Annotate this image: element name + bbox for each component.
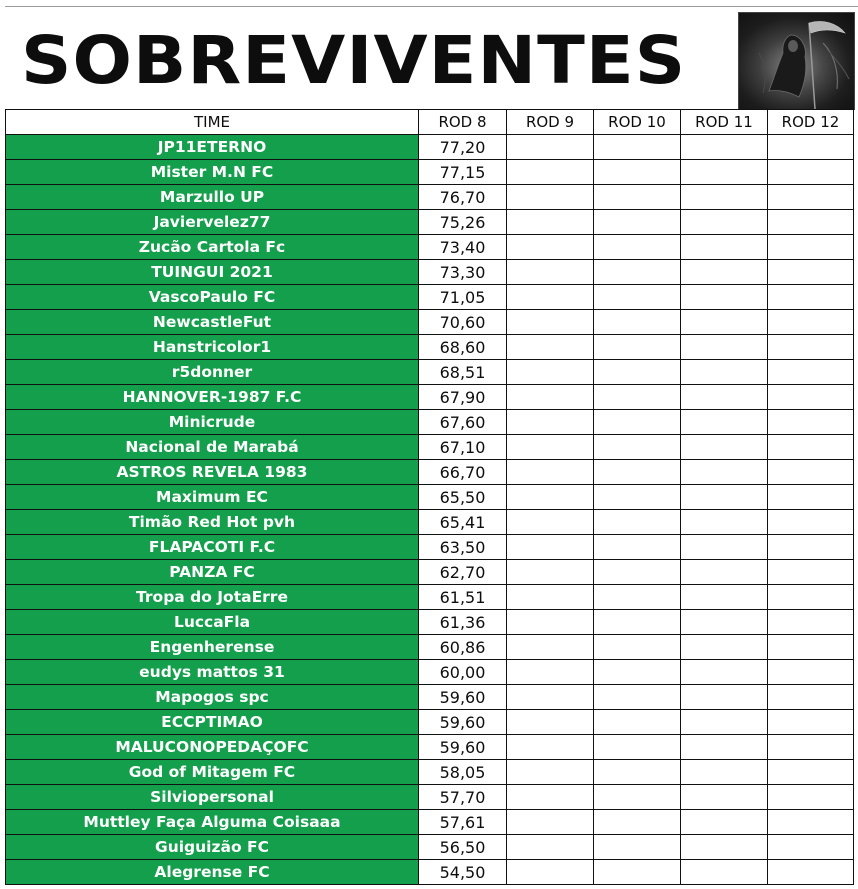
score-cell-rod-8[interactable]: 67,10 — [419, 435, 507, 460]
score-cell-rod-12[interactable] — [768, 335, 854, 360]
score-cell-rod-12[interactable] — [768, 835, 854, 860]
score-cell-rod-11[interactable] — [681, 310, 768, 335]
score-cell-rod-11[interactable] — [681, 860, 768, 885]
score-cell-rod-11[interactable] — [681, 460, 768, 485]
score-cell-rod-9[interactable] — [507, 710, 594, 735]
grim-reaper-icon — [739, 13, 855, 110]
score-cell-rod-12[interactable] — [768, 560, 854, 585]
score-cell-rod-10[interactable] — [594, 635, 681, 660]
score-cell-rod-10[interactable] — [594, 185, 681, 210]
score-cell-rod-8[interactable]: 63,50 — [419, 535, 507, 560]
score-cell-rod-11[interactable] — [681, 360, 768, 385]
score-cell-rod-11[interactable] — [681, 510, 768, 535]
score-cell-rod-10[interactable] — [594, 135, 681, 160]
table-row — [6, 660, 854, 685]
score-cell-rod-12[interactable] — [768, 435, 854, 460]
table-row — [6, 310, 854, 335]
team-name-cell[interactable]: PANZA FC — [6, 560, 419, 585]
score-cell-rod-8[interactable]: 65,50 — [419, 485, 507, 510]
score-cell-rod-10[interactable] — [594, 610, 681, 635]
table-row — [6, 735, 854, 760]
score-cell-rod-10[interactable] — [594, 560, 681, 585]
score-cell-rod-8[interactable]: 71,05 — [419, 285, 507, 310]
score-cell-rod-10[interactable] — [594, 210, 681, 235]
score-cell-rod-9[interactable] — [507, 635, 594, 660]
score-cell-rod-11[interactable] — [681, 785, 768, 810]
table-row — [6, 760, 854, 785]
score-cell-rod-9[interactable] — [507, 310, 594, 335]
score-cell-rod-12[interactable] — [768, 460, 854, 485]
score-cell-rod-11[interactable] — [681, 810, 768, 835]
score-cell-rod-8[interactable]: 59,60 — [419, 735, 507, 760]
score-cell-rod-8[interactable]: 73,30 — [419, 260, 507, 285]
score-cell-rod-11[interactable] — [681, 610, 768, 635]
score-cell-rod-12[interactable] — [768, 260, 854, 285]
score-cell-rod-11[interactable] — [681, 260, 768, 285]
score-cell-rod-11[interactable] — [681, 735, 768, 760]
score-cell-rod-12[interactable] — [768, 385, 854, 410]
team-name-cell[interactable]: Minicrude — [6, 410, 419, 435]
score-cell-rod-12[interactable] — [768, 160, 854, 185]
team-name-cell[interactable]: Hanstricolor1 — [6, 335, 419, 360]
score-cell-rod-11[interactable] — [681, 760, 768, 785]
column-header-rod-9[interactable]: ROD 9 — [507, 110, 594, 135]
score-cell-rod-11[interactable] — [681, 335, 768, 360]
table-row — [6, 685, 854, 710]
score-cell-rod-9[interactable] — [507, 560, 594, 585]
score-cell-rod-10[interactable] — [594, 410, 681, 435]
team-name-cell[interactable]: Nacional de Marabá — [6, 435, 419, 460]
score-cell-rod-11[interactable] — [681, 535, 768, 560]
team-name-cell[interactable]: VascoPaulo FC — [6, 285, 419, 310]
team-name-cell[interactable]: Marzullo UP — [6, 185, 419, 210]
score-cell-rod-12[interactable] — [768, 510, 854, 535]
score-cell-rod-9[interactable] — [507, 685, 594, 710]
score-cell-rod-10[interactable] — [594, 285, 681, 310]
score-cell-rod-8[interactable]: 70,60 — [419, 310, 507, 335]
score-cell-rod-8[interactable]: 65,41 — [419, 510, 507, 535]
score-cell-rod-11[interactable] — [681, 160, 768, 185]
table-row — [6, 510, 854, 535]
column-header-rod-10[interactable]: ROD 10 — [594, 110, 681, 135]
table-row — [6, 210, 854, 235]
team-name-cell[interactable]: Zucão Cartola Fc — [6, 235, 419, 260]
page-title: SOBREVIVENTES — [21, 22, 687, 99]
score-cell-rod-12[interactable] — [768, 735, 854, 760]
score-cell-rod-9[interactable] — [507, 660, 594, 685]
team-name-cell[interactable]: Muttley Faça Alguma Coisaaa — [6, 810, 419, 835]
score-cell-rod-11[interactable] — [681, 385, 768, 410]
column-header-team[interactable]: TIME — [6, 110, 419, 135]
score-cell-rod-9[interactable] — [507, 410, 594, 435]
column-header-rod-8[interactable]: ROD 8 — [419, 110, 507, 135]
score-cell-rod-8[interactable]: 68,60 — [419, 335, 507, 360]
team-name-cell[interactable]: r5donner — [6, 360, 419, 385]
score-cell-rod-12[interactable] — [768, 785, 854, 810]
score-cell-rod-9[interactable] — [507, 335, 594, 360]
score-cell-rod-8[interactable]: 61,51 — [419, 585, 507, 610]
score-cell-rod-11[interactable] — [681, 185, 768, 210]
score-cell-rod-10[interactable] — [594, 660, 681, 685]
table-row — [6, 360, 854, 385]
score-cell-rod-12[interactable] — [768, 410, 854, 435]
table-row — [6, 185, 854, 210]
score-cell-rod-9[interactable] — [507, 785, 594, 810]
score-cell-rod-9[interactable] — [507, 535, 594, 560]
table-row — [6, 385, 854, 410]
score-cell-rod-11[interactable] — [681, 435, 768, 460]
table-row — [6, 285, 854, 310]
team-name-cell[interactable]: Javiervelez77 — [6, 210, 419, 235]
score-cell-rod-8[interactable]: 57,70 — [419, 785, 507, 810]
score-cell-rod-12[interactable] — [768, 185, 854, 210]
score-cell-rod-8[interactable]: 56,50 — [419, 835, 507, 860]
table-row — [6, 410, 854, 435]
score-cell-rod-12[interactable] — [768, 635, 854, 660]
score-cell-rod-9[interactable] — [507, 360, 594, 385]
score-cell-rod-12[interactable] — [768, 585, 854, 610]
table-row — [6, 585, 854, 610]
score-cell-rod-11[interactable] — [681, 710, 768, 735]
score-cell-rod-9[interactable] — [507, 210, 594, 235]
score-cell-rod-11[interactable] — [681, 835, 768, 860]
team-name-cell[interactable]: eudys mattos 31 — [6, 660, 419, 685]
team-name-cell[interactable]: JP11ETERNO — [6, 135, 419, 160]
score-cell-rod-8[interactable]: 57,61 — [419, 810, 507, 835]
table-row — [6, 860, 854, 885]
score-cell-rod-12[interactable] — [768, 685, 854, 710]
table-row — [6, 235, 854, 260]
score-cell-rod-10[interactable] — [594, 835, 681, 860]
table-row — [6, 160, 854, 185]
team-name-cell[interactable]: God of Mitagem FC — [6, 760, 419, 785]
score-cell-rod-12[interactable] — [768, 210, 854, 235]
score-cell-rod-9[interactable] — [507, 835, 594, 860]
score-cell-rod-11[interactable] — [681, 560, 768, 585]
score-cell-rod-10[interactable] — [594, 785, 681, 810]
score-cell-rod-10[interactable] — [594, 460, 681, 485]
score-cell-rod-12[interactable] — [768, 710, 854, 735]
team-name-cell[interactable]: Maximum EC — [6, 485, 419, 510]
score-cell-rod-9[interactable] — [507, 585, 594, 610]
team-name-cell[interactable]: ECCPTIMAO — [6, 710, 419, 735]
score-cell-rod-8[interactable]: 73,40 — [419, 235, 507, 260]
score-cell-rod-10[interactable] — [594, 160, 681, 185]
score-cell-rod-10[interactable] — [594, 260, 681, 285]
header-row — [6, 110, 854, 135]
team-name-cell[interactable]: Mapogos spc — [6, 685, 419, 710]
score-cell-rod-9[interactable] — [507, 135, 594, 160]
team-name-cell[interactable]: Alegrense FC — [6, 860, 419, 885]
team-name-cell[interactable]: Engenherense — [6, 635, 419, 660]
score-cell-rod-10[interactable] — [594, 535, 681, 560]
team-name-cell[interactable]: MALUCONOPEDAÇOFC — [6, 735, 419, 760]
score-cell-rod-11[interactable] — [681, 585, 768, 610]
table-row — [6, 460, 854, 485]
column-header-rod-11[interactable]: ROD 11 — [681, 110, 768, 135]
score-cell-rod-9[interactable] — [507, 510, 594, 535]
score-cell-rod-10[interactable] — [594, 435, 681, 460]
table-row — [6, 710, 854, 735]
score-cell-rod-8[interactable]: 68,51 — [419, 360, 507, 385]
score-cell-rod-9[interactable] — [507, 735, 594, 760]
score-cell-rod-8[interactable]: 67,60 — [419, 410, 507, 435]
team-name-cell[interactable]: TUINGUI 2021 — [6, 260, 419, 285]
team-name-cell[interactable]: ASTROS REVELA 1983 — [6, 460, 419, 485]
score-cell-rod-12[interactable] — [768, 285, 854, 310]
table-row — [6, 260, 854, 285]
score-cell-rod-8[interactable]: 67,90 — [419, 385, 507, 410]
score-cell-rod-10[interactable] — [594, 760, 681, 785]
score-cell-rod-10[interactable] — [594, 685, 681, 710]
score-cell-rod-12[interactable] — [768, 135, 854, 160]
score-cell-rod-11[interactable] — [681, 485, 768, 510]
score-cell-rod-8[interactable]: 77,15 — [419, 160, 507, 185]
team-name-cell[interactable]: FLAPACOTI F.C — [6, 535, 419, 560]
score-cell-rod-12[interactable] — [768, 860, 854, 885]
score-cell-rod-10[interactable] — [594, 335, 681, 360]
table-row — [6, 435, 854, 460]
score-cell-rod-10[interactable] — [594, 710, 681, 735]
score-cell-rod-9[interactable] — [507, 460, 594, 485]
grim-reaper-image — [738, 12, 855, 110]
score-cell-rod-9[interactable] — [507, 385, 594, 410]
score-cell-rod-10[interactable] — [594, 310, 681, 335]
score-cell-rod-8[interactable]: 61,36 — [419, 610, 507, 635]
score-cell-rod-9[interactable] — [507, 260, 594, 285]
score-cell-rod-8[interactable]: 76,70 — [419, 185, 507, 210]
score-cell-rod-11[interactable] — [681, 235, 768, 260]
table-row — [6, 785, 854, 810]
score-cell-rod-9[interactable] — [507, 610, 594, 635]
team-name-cell[interactable]: HANNOVER-1987 F.C — [6, 385, 419, 410]
score-cell-rod-8[interactable]: 59,60 — [419, 685, 507, 710]
table-row — [6, 485, 854, 510]
score-cell-rod-8[interactable]: 59,60 — [419, 710, 507, 735]
score-cell-rod-8[interactable]: 54,50 — [419, 860, 507, 885]
score-cell-rod-11[interactable] — [681, 635, 768, 660]
table-row — [6, 560, 854, 585]
score-cell-rod-8[interactable]: 66,70 — [419, 460, 507, 485]
team-name-cell[interactable]: Guiguizão FC — [6, 835, 419, 860]
team-name-cell[interactable]: Timão Red Hot pvh — [6, 510, 419, 535]
score-cell-rod-12[interactable] — [768, 810, 854, 835]
score-cell-rod-8[interactable]: 62,70 — [419, 560, 507, 585]
scores-table — [5, 109, 854, 885]
score-cell-rod-8[interactable]: 58,05 — [419, 760, 507, 785]
score-cell-rod-9[interactable] — [507, 285, 594, 310]
table-row — [6, 535, 854, 560]
table-row — [6, 810, 854, 835]
score-cell-rod-12[interactable] — [768, 310, 854, 335]
score-cell-rod-8[interactable]: 75,26 — [419, 210, 507, 235]
team-name-cell[interactable]: LuccaFla — [6, 610, 419, 635]
team-name-cell[interactable]: NewcastleFut — [6, 310, 419, 335]
team-name-cell[interactable]: Tropa do JotaErre — [6, 585, 419, 610]
table-row — [6, 610, 854, 635]
score-cell-rod-12[interactable] — [768, 610, 854, 635]
score-cell-rod-9[interactable] — [507, 485, 594, 510]
score-cell-rod-10[interactable] — [594, 360, 681, 385]
score-cell-rod-8[interactable]: 60,00 — [419, 660, 507, 685]
score-cell-rod-11[interactable] — [681, 685, 768, 710]
score-cell-rod-10[interactable] — [594, 860, 681, 885]
score-cell-rod-12[interactable] — [768, 535, 854, 560]
score-cell-rod-9[interactable] — [507, 860, 594, 885]
score-cell-rod-10[interactable] — [594, 485, 681, 510]
score-cell-rod-11[interactable] — [681, 135, 768, 160]
score-cell-rod-9[interactable] — [507, 185, 594, 210]
score-cell-rod-12[interactable] — [768, 760, 854, 785]
score-cell-rod-10[interactable] — [594, 810, 681, 835]
score-cell-rod-9[interactable] — [507, 810, 594, 835]
score-cell-rod-9[interactable] — [507, 160, 594, 185]
title-banner — [5, 6, 858, 109]
score-cell-rod-10[interactable] — [594, 235, 681, 260]
score-cell-rod-10[interactable] — [594, 510, 681, 535]
team-name-cell[interactable]: Silviopersonal — [6, 785, 419, 810]
score-cell-rod-9[interactable] — [507, 235, 594, 260]
score-cell-rod-9[interactable] — [507, 435, 594, 460]
score-cell-rod-9[interactable] — [507, 760, 594, 785]
score-cell-rod-12[interactable] — [768, 660, 854, 685]
score-cell-rod-8[interactable]: 60,86 — [419, 635, 507, 660]
table-row — [6, 335, 854, 360]
score-cell-rod-11[interactable] — [681, 210, 768, 235]
score-cell-rod-8[interactable]: 77,20 — [419, 135, 507, 160]
score-cell-rod-12[interactable] — [768, 485, 854, 510]
table-row — [6, 635, 854, 660]
score-cell-rod-10[interactable] — [594, 385, 681, 410]
table-row — [6, 135, 854, 160]
column-header-rod-12[interactable]: ROD 12 — [768, 110, 854, 135]
table-row — [6, 835, 854, 860]
score-cell-rod-12[interactable] — [768, 235, 854, 260]
score-cell-rod-11[interactable] — [681, 285, 768, 310]
score-cell-rod-12[interactable] — [768, 360, 854, 385]
score-cell-rod-10[interactable] — [594, 585, 681, 610]
score-cell-rod-11[interactable] — [681, 660, 768, 685]
score-cell-rod-11[interactable] — [681, 410, 768, 435]
score-cell-rod-10[interactable] — [594, 735, 681, 760]
team-name-cell[interactable]: Mister M.N FC — [6, 160, 419, 185]
